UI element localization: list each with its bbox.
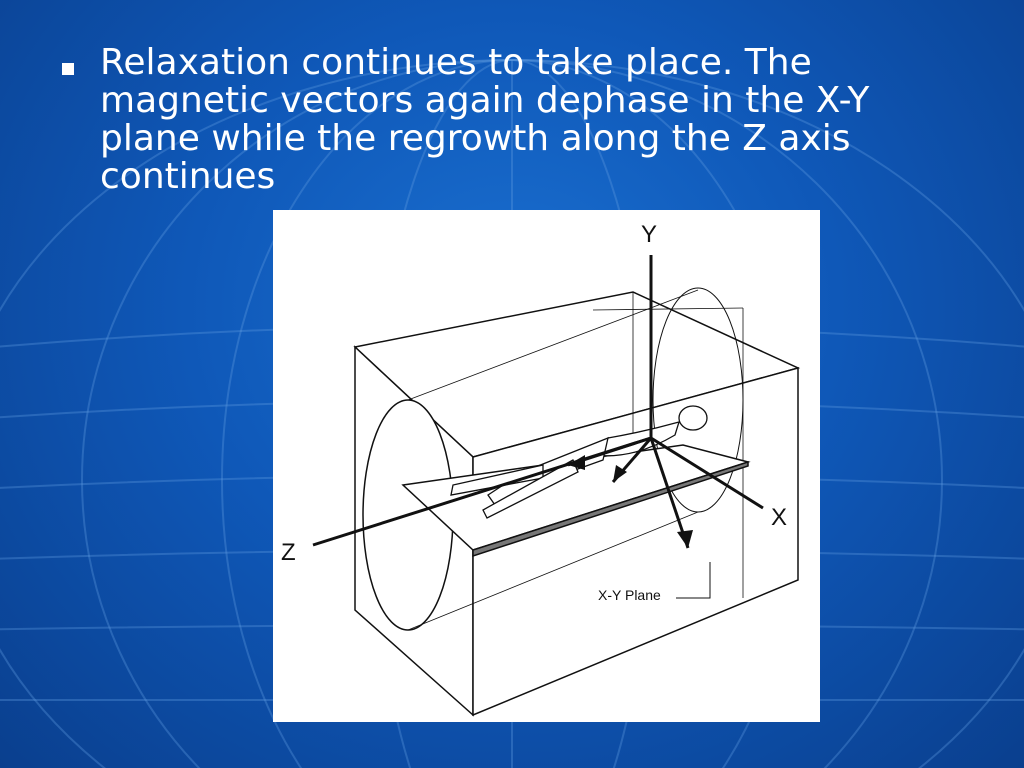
figure-drawing	[273, 210, 820, 722]
x-axis-label: X	[771, 504, 788, 531]
bullet-marker	[62, 63, 74, 75]
bullet-text: Relaxation continues to take place. The magnetic vectors again dephase in the X-Y plane while the regrowth along the Z axis continues	[100, 42, 870, 197]
xy-plane-label: X-Y Plane	[598, 587, 661, 603]
z-axis-label: Z	[281, 539, 296, 566]
y-axis-label: Y	[641, 221, 658, 248]
mri-axes-figure	[273, 210, 820, 722]
